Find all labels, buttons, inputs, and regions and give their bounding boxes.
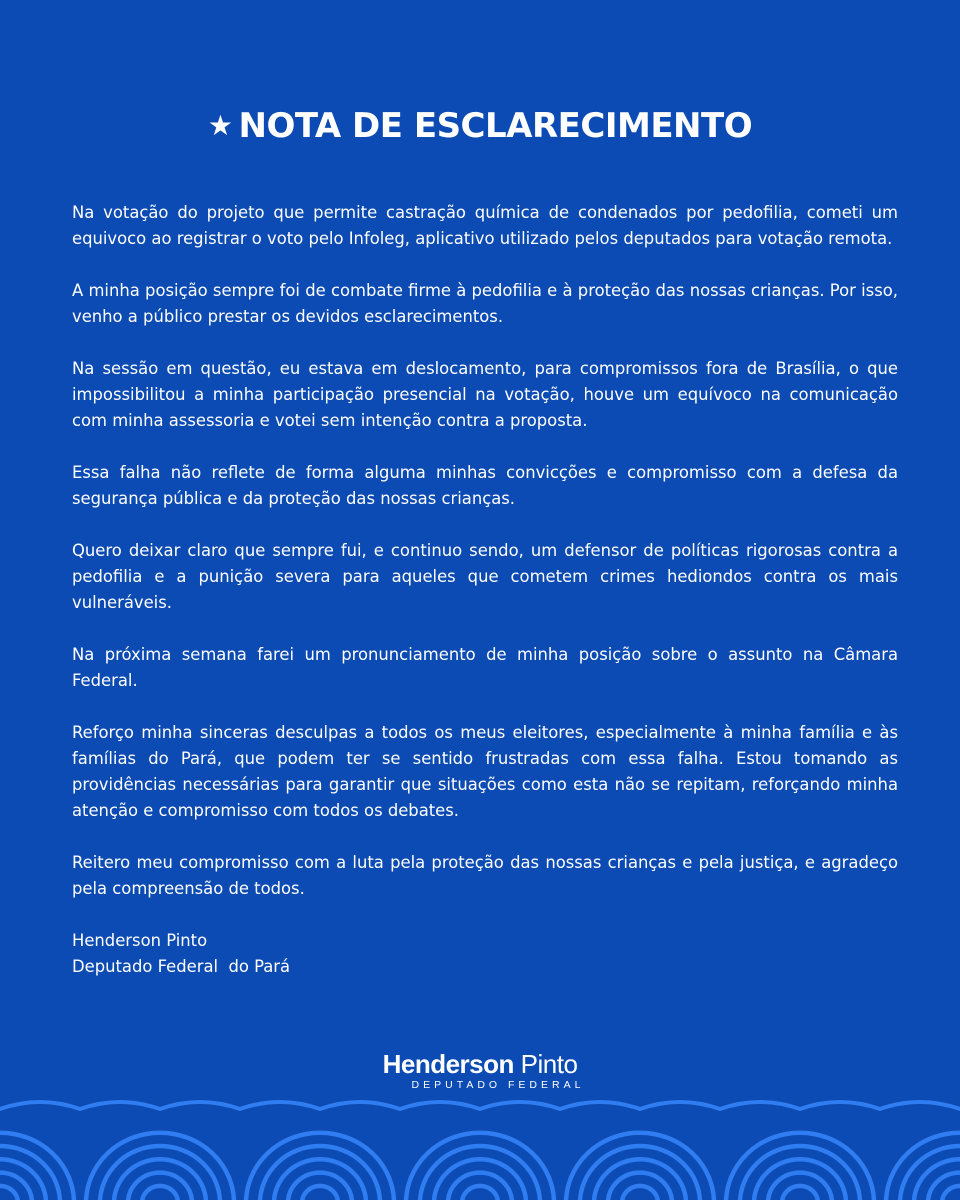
paragraph: Na sessão em questão, eu estava em deslocamento, para compromissos fora de Brasília, o que impossibilitou a minha participação presencial na votação, houve um equívoco na comunicação com minha assessoria e votei sem intenção contra a proposta. xyxy=(72,359,898,430)
paragraph: A minha posição sempre foi de combate firme à pedofilia e à proteção das nossas crianças. Por isso, venho a público prestar os devidos esclarecimentos. xyxy=(72,281,898,326)
paragraph: Reforço minha sinceras desculpas a todos os meus eleitores, especialmente à minha família e às famílias do Pará, que podem ter se sentido frustradas com essa falha. Estou tomando as providências necessárias para garantir que situações como esta não se repitam, reforçando minha atenção e compromisso com todos os debates. xyxy=(72,723,898,820)
pattern-arc xyxy=(0,1186,18,1200)
pattern-arc xyxy=(142,1186,178,1200)
title-text: NOTA DE ESCLARECIMENTO xyxy=(238,106,753,146)
logo-subtitle: DEPUTADO FEDERAL xyxy=(411,1079,585,1091)
paragraph: Na votação do projeto que permite castração química de condenados por pedofilia, cometi um equivoco ao registrar o voto pelo Infoleg, aplicativo utilizado pelos deputados para votação remota. xyxy=(72,203,898,248)
star-icon: ★ xyxy=(207,109,233,142)
logo-name xyxy=(360,1048,600,1080)
decorative-wave-pattern xyxy=(0,1095,960,1200)
page-title xyxy=(0,104,960,148)
pattern-arc xyxy=(566,1133,714,1200)
pattern-arc xyxy=(246,1133,394,1200)
paragraph: Quero deixar claro que sempre fui, e continuo sendo, um defensor de políticas rigorosas contra a pedofilia e a punição severa para aqueles que cometem crimes hediondos contra os mais vulneráveis. xyxy=(72,541,898,612)
statement-body xyxy=(72,200,898,1006)
logo-first-name: Henderson xyxy=(382,1049,514,1079)
pattern-arc xyxy=(622,1186,658,1200)
pattern-arc xyxy=(782,1186,818,1200)
paragraph: Reitero meu compromisso com a luta pela proteção das nossas crianças e pela justiça, e agradeço pela compreensão de todos. xyxy=(72,853,898,898)
paragraph: Na próxima semana farei um pronunciamento de minha posição sobre o assunto na Câmara Federal. xyxy=(72,645,898,690)
signature-name: Henderson Pinto xyxy=(72,931,208,950)
signature-role: Deputado Federal do Pará xyxy=(72,957,291,976)
signature-block xyxy=(72,928,898,980)
brand-logo xyxy=(360,1048,600,1094)
pattern-arc xyxy=(942,1186,960,1200)
paragraph: Essa falha não reflete de forma alguma minhas convicções e compromisso com a defesa da segurança pública e da proteção das nossas crianças. xyxy=(72,463,898,508)
pattern-arc xyxy=(726,1133,874,1200)
logo-last-name: Pinto xyxy=(520,1049,578,1079)
pattern-arc xyxy=(462,1186,498,1200)
pattern-wave-line xyxy=(0,1102,960,1109)
pattern-arc xyxy=(302,1186,338,1200)
pattern-arc xyxy=(406,1133,554,1200)
pattern-arc xyxy=(86,1133,234,1200)
